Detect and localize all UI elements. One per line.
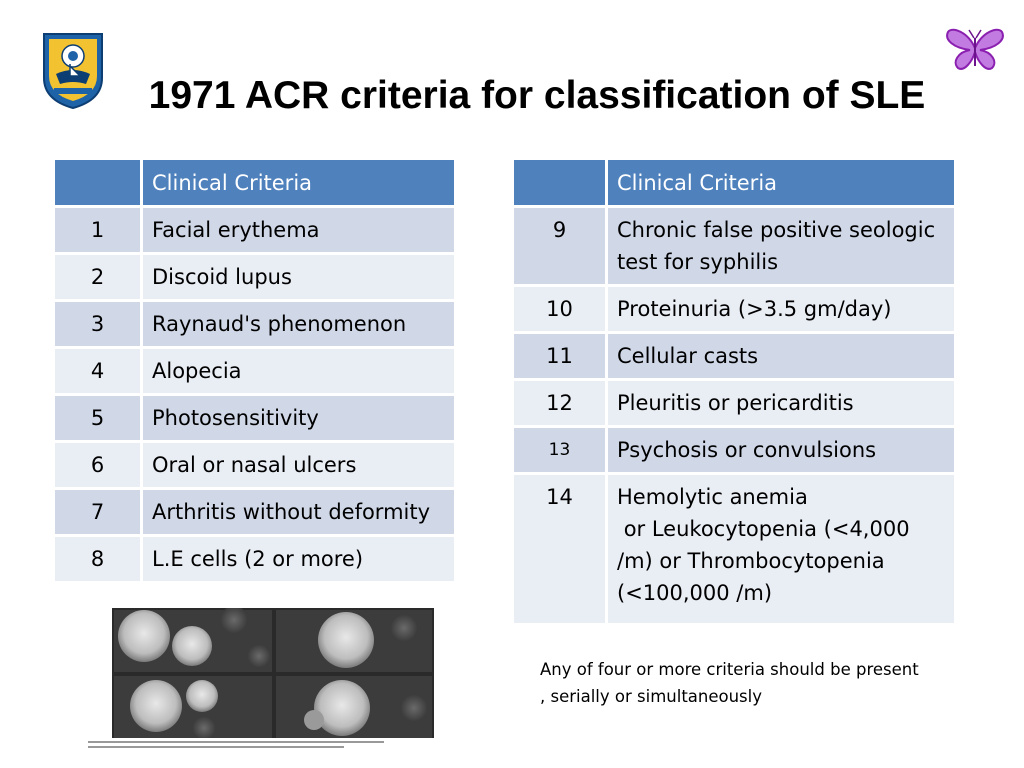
criterion-number: 7 [54,489,142,536]
criterion-text: Discoid lupus [142,254,456,301]
criterion-number: 11 [513,333,607,380]
criterion-text: Proteinuria (>3.5 gm/day) [607,286,956,333]
criterion-text: Cellular casts [607,333,956,380]
criterion-number: 14 [513,474,607,625]
criteria-table-left [52,157,457,584]
table-header-row [54,159,456,207]
criterion-text [607,474,956,625]
criterion-text: L.E cells (2 or more) [142,536,456,583]
table-row [54,348,456,395]
table-row [513,427,956,474]
column-header-criteria: Clinical Criteria [607,159,956,207]
table-row [54,489,456,536]
criterion-text: Arthritis without deformity [142,489,456,536]
table-row [513,207,956,286]
criterion-text: Raynaud's phenomenon [142,301,456,348]
criterion-text: Facial erythema [142,207,456,254]
table-row [513,333,956,380]
criterion-text: Chronic false positive seologic test for syphilis [607,207,956,286]
criterion-text: Oral or nasal ulcers [142,442,456,489]
criterion-number: 2 [54,254,142,301]
criteria-note: Any of four or more criteria should be present , serially or simultaneously [540,660,919,706]
criterion-number: 8 [54,536,142,583]
criterion-number: 10 [513,286,607,333]
table-row [54,254,456,301]
table-row [54,207,456,254]
le-cell-micrograph-image [84,608,434,752]
table-row [54,536,456,583]
table-row [54,301,456,348]
criterion-number: 6 [54,442,142,489]
criterion-number: 13 [513,427,607,474]
criterion-number: 12 [513,380,607,427]
criteria-table-right [511,157,957,626]
criterion-number: 4 [54,348,142,395]
column-header-criteria: Clinical Criteria [142,159,456,207]
table-row [513,474,956,625]
table-header-row [513,159,956,207]
criterion-number: 9 [513,207,607,286]
criterion-text-line: Hemolytic anemia [617,485,808,509]
butterfly-icon [944,26,1006,72]
criterion-text-line: or Leukocytopenia (<4,000 /m) or Thrombocytopenia (<100,000 /m) [617,517,917,605]
column-header-number [513,159,607,207]
criterion-text: Psychosis or convulsions [607,427,956,474]
table-row [513,380,956,427]
table-row [54,442,456,489]
criterion-number: 5 [54,395,142,442]
table-row [54,395,456,442]
criterion-text: Pleuritis or pericarditis [607,380,956,427]
table-row [513,286,956,333]
criterion-number: 1 [54,207,142,254]
column-header-number [54,159,142,207]
criterion-number: 3 [54,301,142,348]
page-title: 1971 ACR criteria for classification of SLE [148,74,926,117]
criterion-text: Alopecia [142,348,456,395]
criterion-text: Photosensitivity [142,395,456,442]
